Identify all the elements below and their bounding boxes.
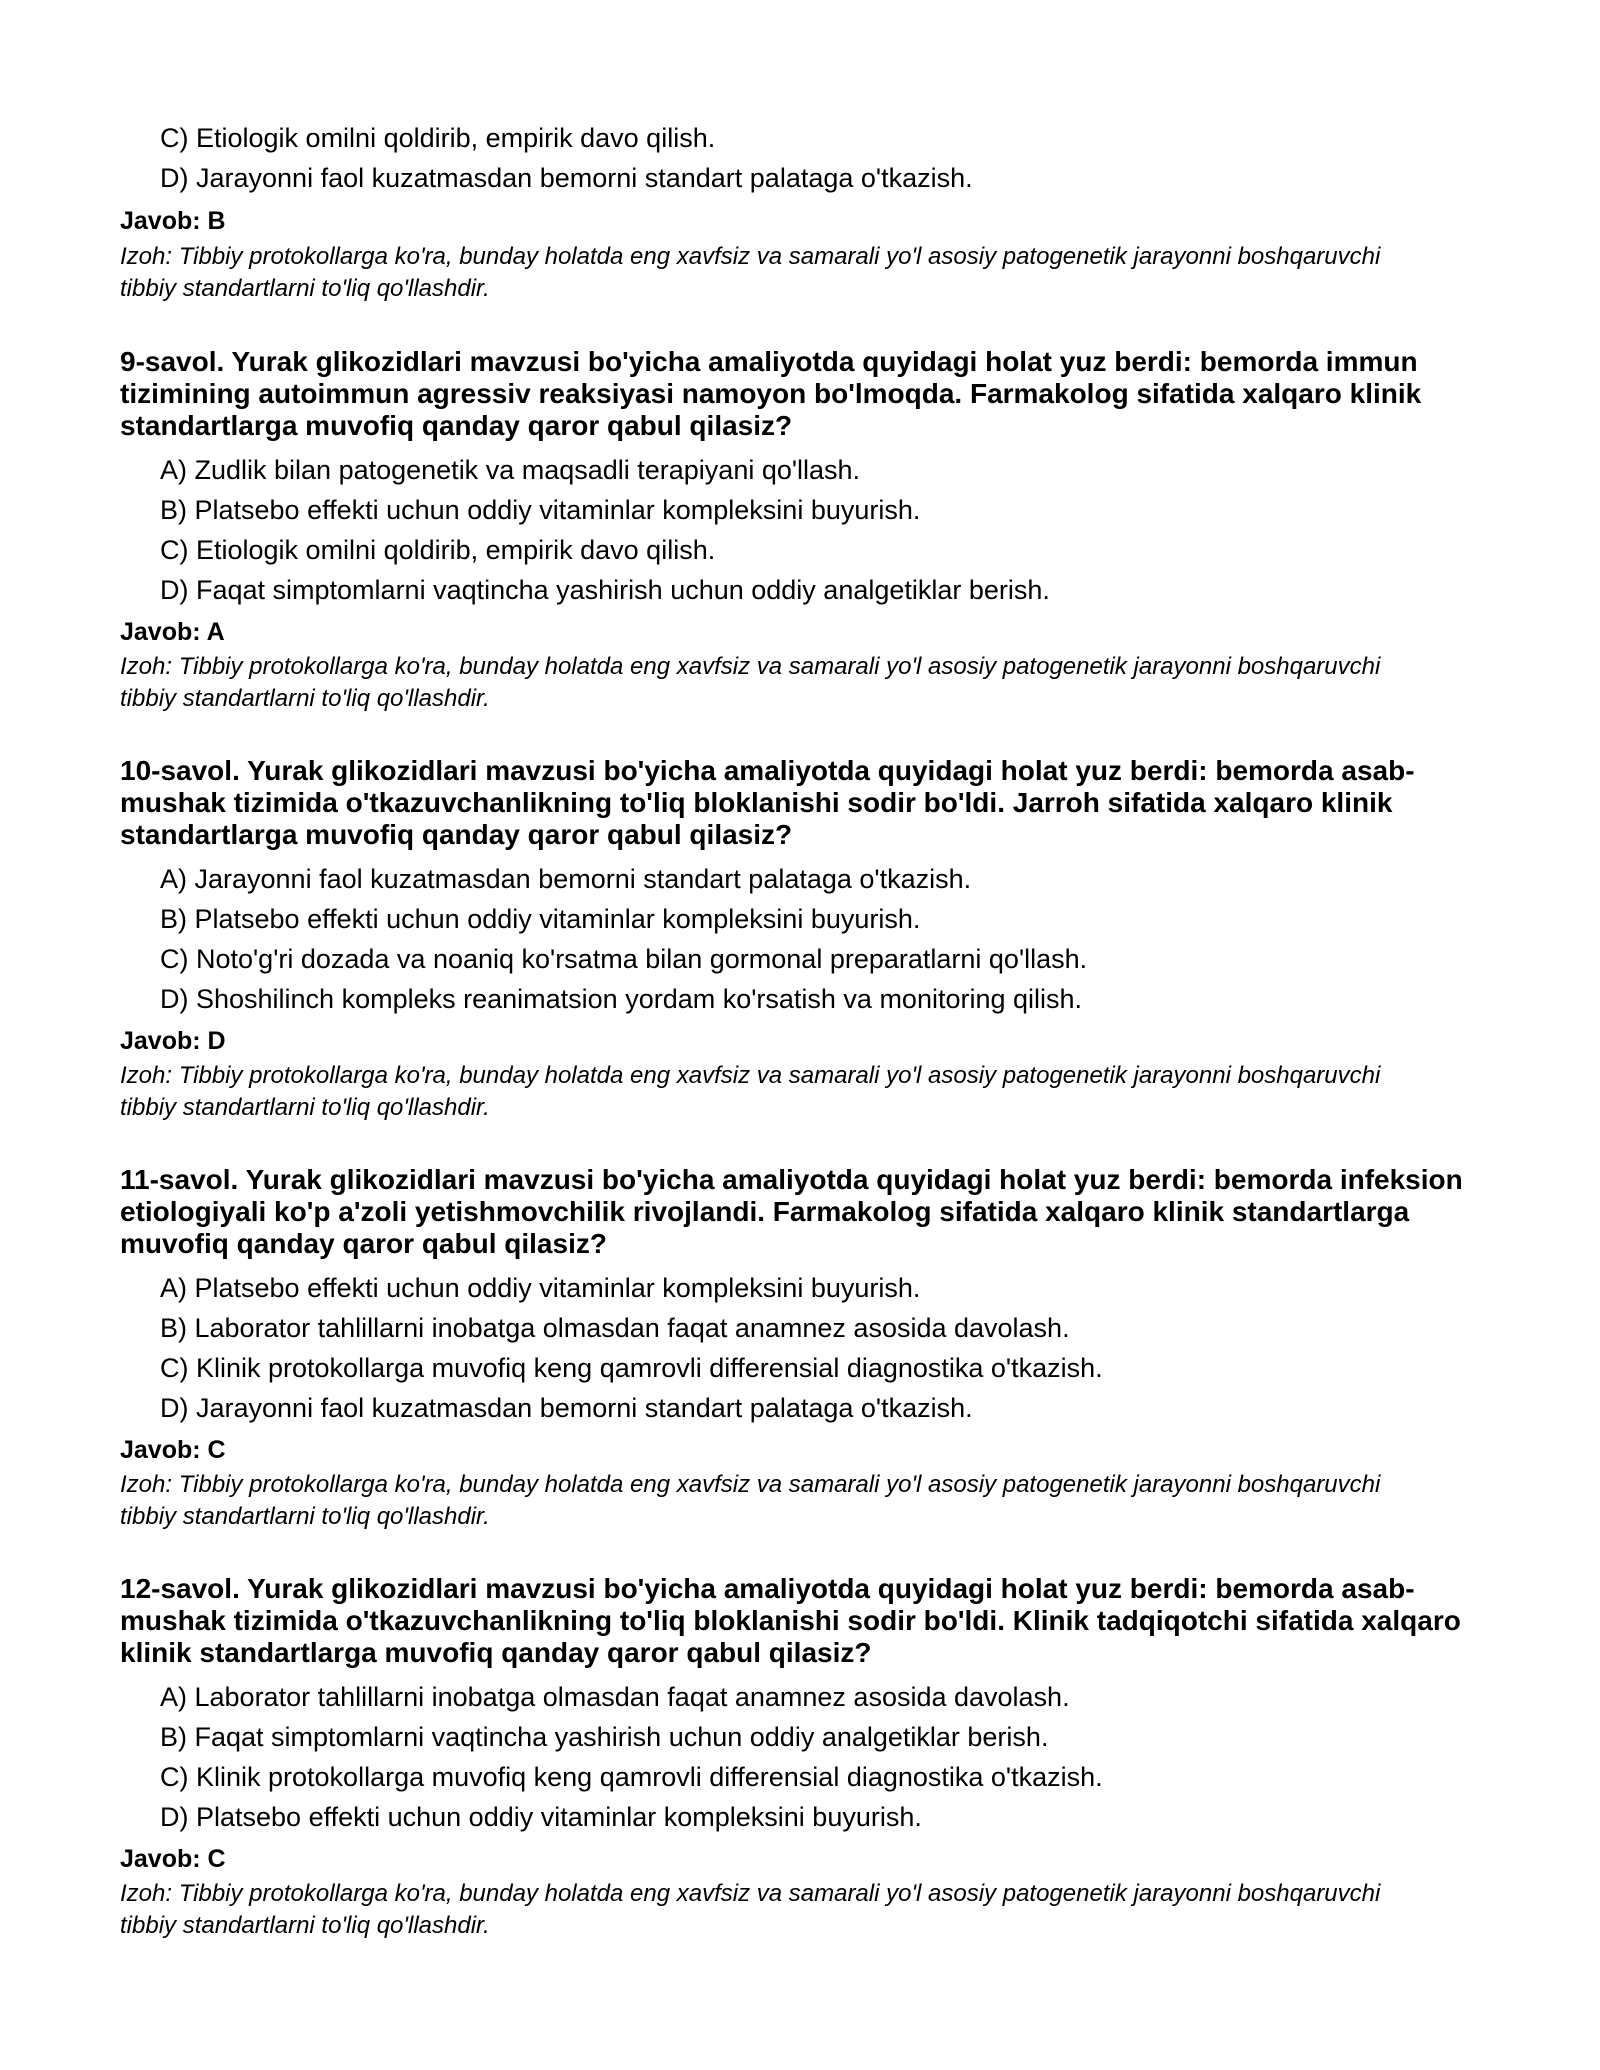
question-10-option-a: A) Jarayonni faol kuzatmasdan bemorni standart palataga o'tkazish.: [160, 864, 972, 894]
question-10-answer: Javob: D: [120, 1027, 226, 1055]
question-11-option-b: B) Laborator tahlillarni inobatga olmasdan faqat anamnez asosida davolash.: [160, 1313, 1070, 1343]
question-9-note: Izoh: Tibbiy protokollarga ko'ra, bunday holatda eng xavfsiz va samarali yo'l asosiy patogenetik jarayonni boshqaruvchi tibbiy standartlarni to'liq qo'llashdir.: [120, 653, 1381, 712]
question-9-option-b: B) Platsebo effekti uchun oddiy vitaminlar kompleksini buyurish.: [160, 495, 921, 525]
question-12-option-b: B) Faqat simptomlarni vaqtincha yashirish uchun oddiy analgetiklar berish.: [160, 1722, 1049, 1752]
question-12-option-c: C) Klinik protokollarga muvofiq keng qamrovli differensial diagnostika o'tkazish.: [160, 1762, 1103, 1792]
option-c: C) Etiologik omilni qoldirib, empirik davo qilish.: [160, 123, 716, 153]
question-12-answer: Javob: C: [120, 1845, 226, 1873]
question-10-note: Izoh: Tibbiy protokollarga ko'ra, bunday holatda eng xavfsiz va samarali yo'l asosiy patogenetik jarayonni boshqaruvchi tibbiy standartlarni to'liq qo'llashdir.: [120, 1062, 1381, 1121]
question-11-note: Izoh: Tibbiy protokollarga ko'ra, bunday holatda eng xavfsiz va samarali yo'l asosiy patogenetik jarayonni boshqaruvchi tibbiy standartlarni to'liq qo'llashdir.: [120, 1471, 1381, 1530]
answer-label: Javob: B: [120, 207, 226, 235]
question-11-text: 11-savol. Yurak glikozidlari mavzusi bo'yicha amaliyotda quyidagi holat yuz berdi: bemorda infeksion etiologiyali ko'p a'zoli yetishmovchilik rivojlandi. Farmakolog sifatida xalqaro klinik standartlarga muvofiq qanday qaror qabul qilasiz?: [120, 1164, 1463, 1259]
option-d: D) Jarayonni faol kuzatmasdan bemorni standart palataga o'tkazish.: [160, 163, 973, 193]
question-10-option-d: D) Shoshilinch kompleks reanimatsion yordam ko'rsatish va monitoring qilish.: [160, 984, 1083, 1014]
question-10-option-c: C) Noto'g'ri dozada va noaniq ko'rsatma bilan gormonal preparatlarni qo'llash.: [160, 944, 1088, 974]
question-9-answer: Javob: A: [120, 618, 225, 646]
explanation-note: Izoh: Tibbiy protokollarga ko'ra, bunday holatda eng xavfsiz va samarali yo'l asosiy patogenetik jarayonni boshqaruvchi tibbiy standartlarni to'liq qo'llashdir.: [120, 243, 1381, 302]
question-9-option-a: A) Zudlik bilan patogenetik va maqsadli terapiyani qo'llash.: [160, 455, 861, 485]
question-10-option-b: B) Platsebo effekti uchun oddiy vitaminlar kompleksini buyurish.: [160, 904, 921, 934]
question-9-option-c: C) Etiologik omilni qoldirib, empirik davo qilish.: [160, 535, 716, 565]
question-11-answer: Javob: C: [120, 1436, 226, 1464]
question-11-option-a: A) Platsebo effekti uchun oddiy vitaminlar kompleksini buyurish.: [160, 1273, 921, 1303]
question-12-note: Izoh: Tibbiy protokollarga ko'ra, bunday holatda eng xavfsiz va samarali yo'l asosiy patogenetik jarayonni boshqaruvchi tibbiy standartlarni to'liq qo'llashdir.: [120, 1880, 1381, 1939]
question-12-option-a: A) Laborator tahlillarni inobatga olmasdan faqat anamnez asosida davolash.: [160, 1682, 1070, 1712]
question-11-option-d: D) Jarayonni faol kuzatmasdan bemorni standart palataga o'tkazish.: [160, 1393, 973, 1423]
question-11-option-c: C) Klinik protokollarga muvofiq keng qamrovli differensial diagnostika o'tkazish.: [160, 1353, 1103, 1383]
question-9-option-d: D) Faqat simptomlarni vaqtincha yashirish uchun oddiy analgetiklar berish.: [160, 575, 1050, 605]
question-12-option-d: D) Platsebo effekti uchun oddiy vitaminlar kompleksini buyurish.: [160, 1802, 922, 1832]
question-9-text: 9-savol. Yurak glikozidlari mavzusi bo'yicha amaliyotda quyidagi holat yuz berdi: bemorda immun tizimining autoimmun agressiv reaksiyasi namoyon bo'lmoqda. Farmakolog sifatida xalqaro klinik standartlarga muvofiq qanday qaror qabul qilasiz?: [120, 346, 1422, 441]
question-10-text: 10-savol. Yurak glikozidlari mavzusi bo'yicha amaliyotda quyidagi holat yuz berdi: bemorda asab-mushak tizimida o'tkazuvchanlikning to'liq bloklanishi sodir bo'ldi. Jarroh sifatida xalqaro klinik standartlarga muvofiq qanday qaror qabul qilasiz?: [120, 755, 1415, 850]
question-12-text: 12-savol. Yurak glikozidlari mavzusi bo'yicha amaliyotda quyidagi holat yuz berdi: bemorda asab-mushak tizimida o'tkazuvchanlikning to'liq bloklanishi sodir bo'ldi. Klinik tadqiqotchi sifatida xalqaro klinik standartlarga muvofiq qanday qaror qabul qilasiz?: [120, 1573, 1461, 1668]
